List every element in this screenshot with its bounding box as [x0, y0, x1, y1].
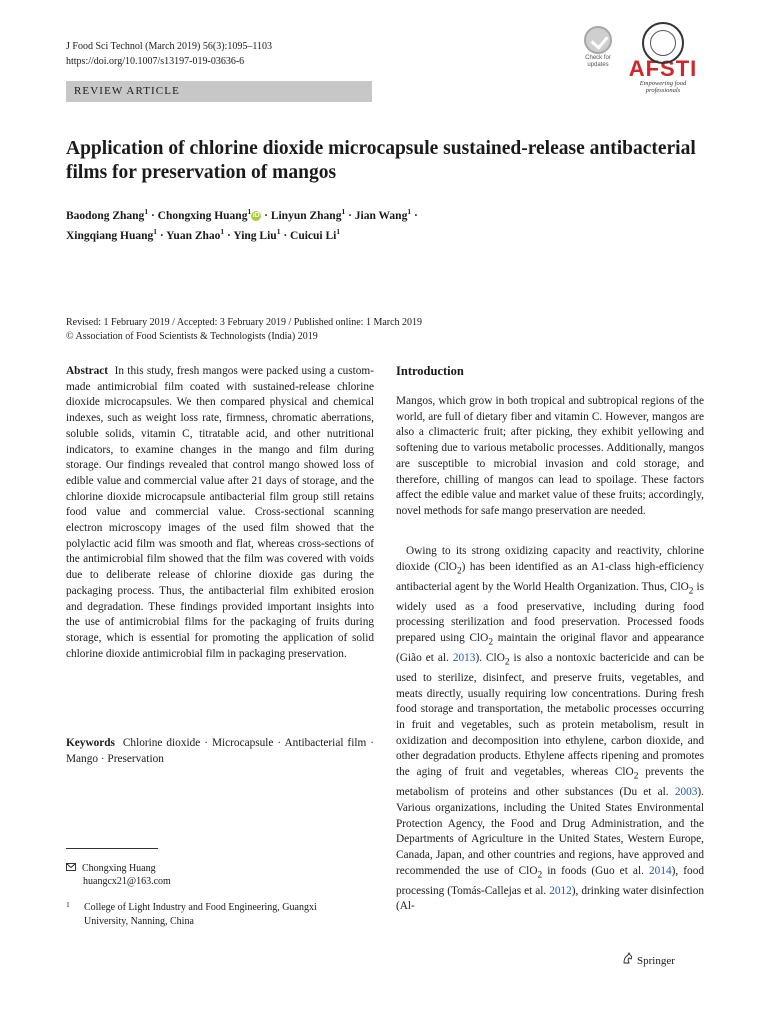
- envelope-icon: [66, 863, 76, 871]
- author-separator: ·: [261, 209, 271, 222]
- affiliation: [66, 901, 356, 928]
- subscript: 2: [504, 657, 510, 668]
- afsti-tagline: Empowering food professionals: [639, 80, 687, 94]
- springer-logo: Springer: [622, 952, 675, 967]
- author-name: Chongxing Huang: [157, 209, 248, 222]
- publication-dates: Revised: 1 February 2019 / Accepted: 3 February 2019 / Published online: 1 March 2019: [66, 317, 423, 328]
- corresponding-author: Chongxing Huang: [66, 862, 171, 875]
- doi-link[interactable]: https://doi.org/10.1007/s13197-019-03636-6: [66, 56, 245, 67]
- author-affiliation-mark: 1: [144, 207, 149, 216]
- author-separator: ·: [224, 229, 234, 242]
- keywords: [66, 736, 374, 767]
- author-affiliation-mark: 1: [336, 226, 341, 236]
- check-for-updates-badge[interactable]: [578, 26, 618, 70]
- introduction-heading: Introduction: [396, 364, 464, 378]
- subscript: 2: [537, 869, 543, 880]
- check-updates-icon: [584, 26, 612, 54]
- citation-link[interactable]: 2014: [649, 864, 672, 877]
- keywords-label: Keywords: [66, 737, 115, 749]
- author-separator: ·: [345, 209, 355, 222]
- author-name: Linyun Zhang: [270, 209, 342, 222]
- author-line-1: [66, 204, 706, 224]
- author-email[interactable]: huangcx21@163.com: [83, 876, 171, 887]
- afsti-logo: [622, 22, 704, 102]
- text-run: ) has been identified as an A1-class high-efficiency antibacterial agent by the World Health Organization. Thus, ClO: [396, 560, 704, 593]
- citation-link[interactable]: 2003: [674, 786, 698, 799]
- journal-citation: J Food Sci Technol (March 2019) 56(3):1095–1103: [66, 41, 272, 52]
- subscript: 2: [633, 771, 639, 782]
- citation-link[interactable]: 2012: [549, 884, 572, 897]
- abstract: [66, 364, 374, 662]
- copyright-notice: © Association of Food Scientists & Technologists (India) 2019: [66, 331, 318, 342]
- afsti-seal-icon: [642, 22, 684, 64]
- author-affiliation-mark: 1: [153, 226, 157, 236]
- author-affiliation-mark: 1: [341, 207, 346, 216]
- abstract-text: In this study, fresh mangos were packed using a custom-made antimicrobial film coated with sustained-release chlorine dioxide microcapsules. We then compared physical and chemical indexes, such as weight loss rate, firmness, chromatic aberrations, soluble solids, vitamin C, titratable acid, and other nutritional indicators, to examine changes in the mango and film during storage. Our findings revealed that control mango showed loss of edible value and commercial value after 21 days of storage, and the chlorine dioxide microcapsule antibacterial film group still retains food value and commercial value. Cross-sectional scanning electron microscopy images of the used film showed that the polylactic acid film was smooth and flat, whereas cross-sections of the antimicrobial film showed that the film was covered with voids due to deliberate release of chlorine dioxide gas during the packaging process. Thus, the antibacterial film exhibited erosion and degradation. These findings provided important insights into the use of antimicrobial films for the packaging of fruits during storage, which is essential for promoting the application of solid chlorine dioxide antimicrobial film in packaging preservation.: [66, 365, 374, 660]
- abstract-label: Abstract: [66, 365, 109, 377]
- subscript: 2: [456, 565, 462, 576]
- author-affiliation-mark: 1: [407, 207, 412, 216]
- text-run: is also a nontoxic bactericide and can be used to sterilize, disinfect, and preserve fruits, vegetables, and meats directly, usually requiring low concentrations. During fresh food storage and transportation, the metabolic processes occurring in fruit and vegetables, such as protein metabolism, result in oxidization and decomposition into ethylene, carbon dioxide, and other degradation products. Ethylene affects ripening and promotes the aging of fruit and vegetables, whereas ClO: [396, 651, 704, 779]
- author-separator: ·: [411, 209, 418, 222]
- author-separator: ·: [280, 229, 291, 242]
- author-separator: ·: [157, 229, 167, 242]
- affiliation-number: 1: [66, 900, 70, 909]
- author-name: Baodong Zhang: [66, 209, 145, 222]
- text-run: prevents the metabolism of proteins and other substances (Du et al.: [396, 766, 704, 799]
- author-name: Yuan Zhao: [166, 229, 221, 242]
- author-name: Xingqiang Huang: [66, 229, 154, 242]
- springer-horse-icon: [622, 952, 634, 964]
- check-updates-text: Check for updates: [585, 55, 611, 68]
- author-name: Cuicui Li: [290, 229, 337, 242]
- affiliation-text: College of Light Industry and Food Engineering, Guangxi University, Nanning, China: [84, 902, 317, 927]
- author-affiliation-mark: 1: [247, 207, 252, 216]
- orcid-icon[interactable]: iD: [252, 212, 260, 220]
- text-run: ), food processing (Tomás-Callejas et al.: [396, 864, 704, 897]
- footnote-divider: [66, 848, 158, 849]
- afsti-wordmark: AFSTI: [628, 56, 698, 81]
- author-line-2: [66, 224, 706, 244]
- article-type-banner: REVIEW ARTICLE: [66, 81, 372, 102]
- text-run: maintain the original flavor and appearance (Gião et al.: [396, 632, 704, 664]
- keywords-text: Chlorine dioxide · Microcapsule · Antibacterial film · Mango · Preservation: [66, 737, 374, 765]
- introduction-paragraph-1: Mangos, which grow in both tropical and subtropical regions of the world, are full of dietary fiber and vitamin C. However, mangos are also a climacteric fruit; after picking, they exhibit yellowing and softening due to various metabolic processes. Additionally, mangos are susceptible to microbial invasion and cold storage, and therefore, chilling of mangos can lead to spoilage. These factors affect the edible value and market value of these fruits; accordingly, novel methods for safe mango preservation are needed.: [396, 395, 704, 517]
- text-run: is widely used as a food preservative, including during food processing sterilization and food preservation. Processed foods prepared using ClO: [396, 580, 705, 645]
- author-name: Ying Liu: [233, 229, 277, 242]
- author-name: Jian Wang: [354, 209, 408, 222]
- author-list: [66, 204, 706, 244]
- text-run: ). Various organizations, including the United States Environmental Protection Agency, the Food and Drug Administration, and the Departments of Agriculture in the United States, Western Europe, Canada, Japan, and other countries and regions, have approved and recommended the use of ClO: [396, 786, 704, 877]
- introduction-paragraph-2: [396, 544, 704, 915]
- subscript: 2: [688, 585, 694, 596]
- author-affiliation-mark: 1: [220, 226, 225, 236]
- text-run: Owing to its strong oxidizing capacity and reactivity, chlorine dioxide (ClO: [396, 545, 704, 573]
- author-separator: ·: [148, 209, 158, 222]
- subscript: 2: [488, 637, 494, 648]
- text-run: ). ClO: [475, 651, 505, 664]
- citation-link[interactable]: 2013: [452, 651, 476, 664]
- text-run: in foods (Guo et al.: [542, 864, 650, 877]
- article-title: Application of chlorine dioxide microcapsule sustained-release antibacterial films for preservation of mangos: [66, 138, 696, 183]
- text-run: ), drinking water disinfection (Al-: [396, 884, 704, 913]
- author-affiliation-mark: 1: [276, 226, 281, 236]
- correspondence: [66, 862, 171, 888]
